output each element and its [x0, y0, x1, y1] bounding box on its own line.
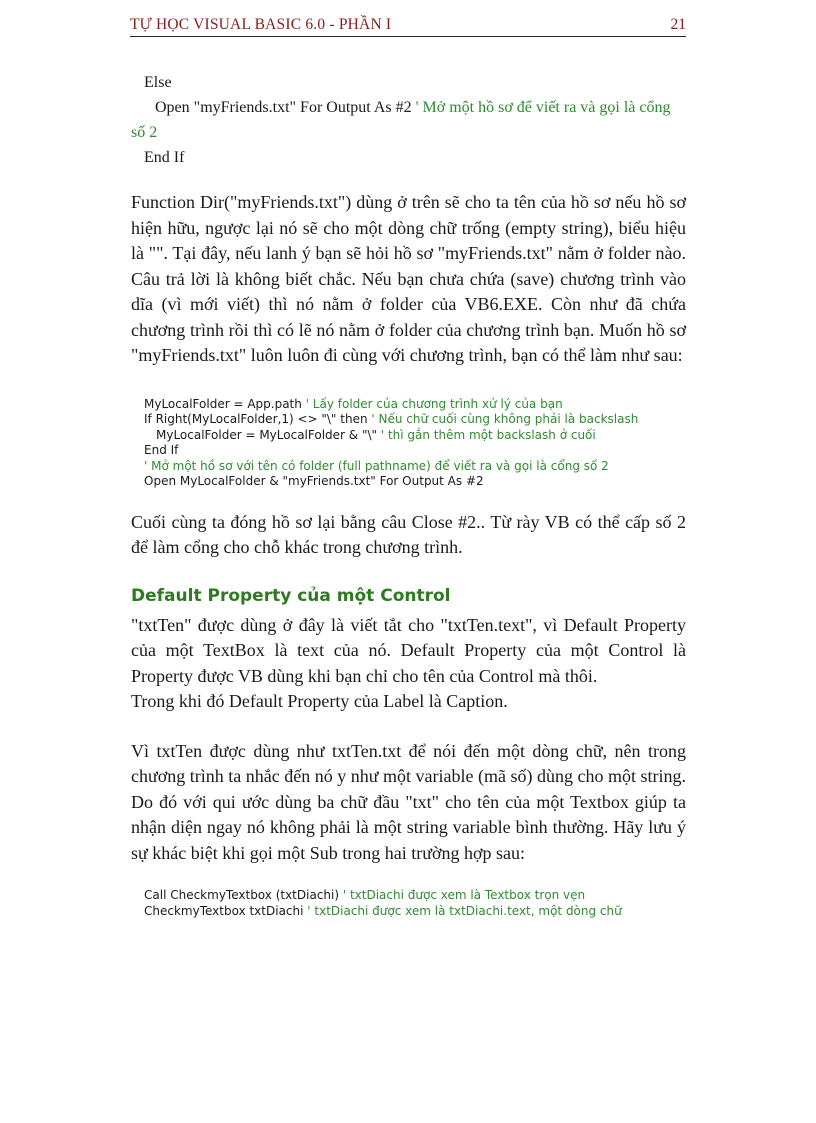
code-text: CheckmyTextbox txtDiachi — [144, 903, 308, 918]
paragraph-label-caption: Trong khi đó Default Property của Label là Caption. — [131, 691, 508, 711]
code-line — [144, 397, 686, 413]
page-content — [131, 70, 686, 919]
code-line-else: Else — [144, 74, 172, 91]
section-heading: Default Property của một Control — [131, 585, 451, 606]
code-text: Call CheckmyTextbox (txtDiachi) — [144, 888, 343, 902]
page-header — [130, 14, 686, 37]
code-comment: ' thì gắn thêm một backslash ở cuối — [380, 427, 596, 442]
code-comment: ' Lấy folder của chương trình xử lý của bạn — [305, 396, 563, 411]
code-block-local-folder — [131, 397, 686, 490]
code-line: End If — [144, 443, 179, 457]
code-line — [144, 412, 686, 428]
code-comment: ' Nếu chữ cuối cùng không phải là backslash — [371, 412, 639, 426]
code-comment-continuation: số 2 — [131, 124, 158, 141]
code-line-endif: End If — [144, 149, 185, 166]
header-title: TỰ HỌC VISUAL BASIC 6.0 - PHẦN I — [130, 16, 392, 33]
paragraph-dir-function: Function Dir("myFriends.txt") dùng ở trên sẽ cho ta tên của hồ sơ nếu hồ sơ hiện hữu, ngược lại nó sẽ cho một dòng chữ trống (empty string), biểu hiệu là "". Tại đây, nếu lanh ý bạn sẽ hỏi hồ sơ "myFriends.txt" nằm ở folder nào. Câu trả lời là không biết chắc. Nếu bạn chưa chứa (save) chương trình vào dĩa (vì mới viết) thì nó nằm ở folder của VB6.EXE. Còn như đã chứa chương trình rồi thì có lẽ nó nằm ở folder của chương trình bạn. Muốn hồ sơ "myFriends.txt" luôn luôn đi cùng với chương trình, bạn có thể làm như sau: — [131, 192, 686, 365]
code-line: Open MyLocalFolder & "myFriends.txt" For Output As #2 — [144, 474, 484, 488]
code-line — [144, 428, 686, 444]
paragraph-txt-prefix: Vì txtTen được dùng như txtTen.txt để nói đến một dòng chữ, nên trong chương trình ta nhắc đến nó y như một variable (mã số) dùng cho một string. Do đó với qui ước dùng ba chữ đầu "txt" cho tên của một Textbox giúp ta nhận diện ngay nó không phải là một string variable bình thường. Hãy lưu ý sự khác biệt khi gọi một Sub trong hai trường hợp sau: — [131, 740, 686, 863]
code-comment: ' txtDiachi được xem là txtDiachi.text, một dòng chữ — [307, 903, 622, 918]
paragraph-close-file: Cuối cùng ta đóng hồ sơ lại bằng câu Close #2.. Từ rày VB có thể cấp số 2 để làm cổng cho chỗ khác trong chương trình. — [131, 511, 686, 557]
code-text: Open "myFriends.txt" For Output As #2 — [155, 99, 416, 116]
code-line — [144, 904, 686, 920]
page-number: 21 — [670, 16, 686, 33]
code-block-file-open — [131, 70, 686, 170]
code-text: MyLocalFolder = MyLocalFolder & "\" — [156, 427, 381, 442]
paragraph-default-property: "txtTen" được dùng ở đây là viết tắt cho "txtTen.text", vì Default Property của một TextBox là text của nó. Default Property của một Control là Property được VB dùng khi bạn chỉ cho tên của Control mà thôi. — [131, 614, 686, 686]
code-line-open — [131, 95, 686, 120]
code-comment-line: ' Mở một hồ sơ với tên có folder (full pathname) để viết ra và gọi là cổng số 2 — [144, 458, 609, 473]
code-line — [144, 888, 686, 904]
code-text: MyLocalFolder = App.path — [144, 396, 306, 411]
code-text: If Right(MyLocalFolder,1) <> "\" then — [144, 412, 372, 426]
code-comment: ' Mở một hồ sơ để viết ra và gọi là cổng — [415, 99, 671, 116]
code-comment: ' txtDiachi được xem là Textbox trọn vẹn — [342, 888, 586, 902]
code-block-call-sub — [131, 888, 686, 919]
